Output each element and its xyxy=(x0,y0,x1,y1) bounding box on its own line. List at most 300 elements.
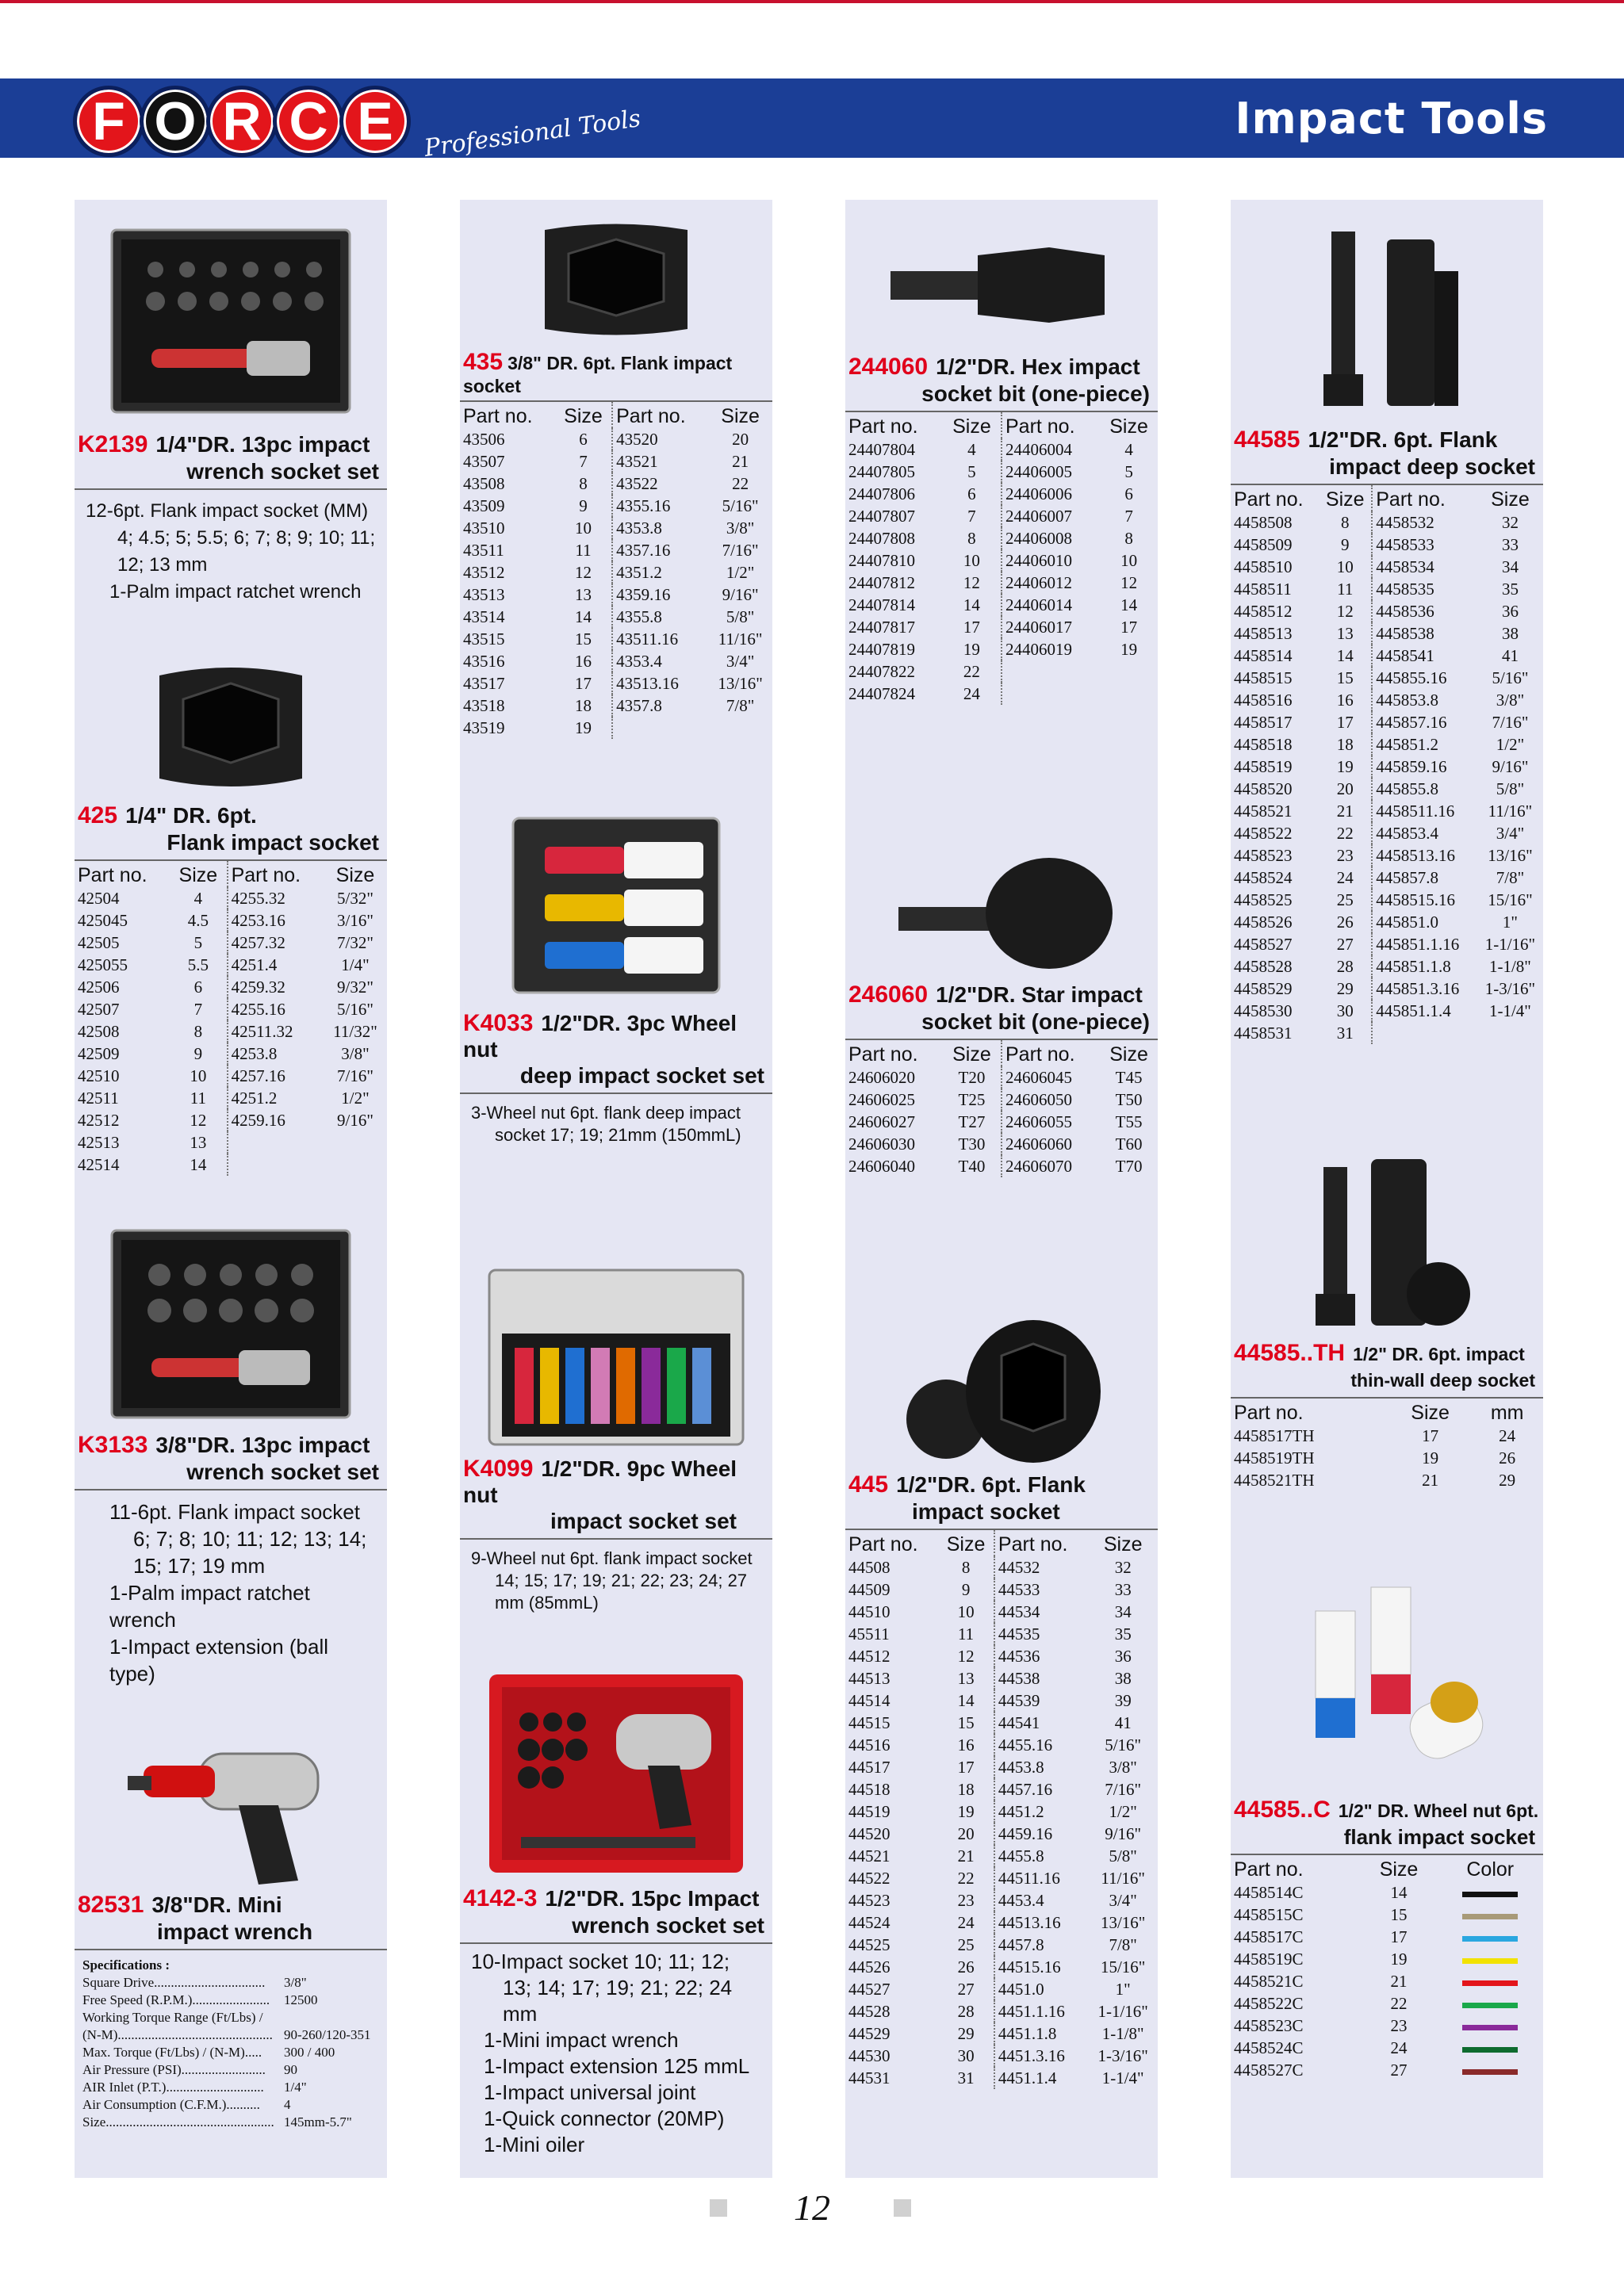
size-value: 23 xyxy=(1390,2016,1408,2035)
part-number: 44541 xyxy=(994,1712,1088,1734)
part-number: 45511 xyxy=(848,1624,890,1644)
size-value: 21 xyxy=(1422,1471,1439,1490)
table-row xyxy=(845,1934,1158,1956)
part-number: 44509 xyxy=(848,1580,891,1599)
table-row xyxy=(1231,534,1543,556)
size-value: 10 xyxy=(1120,551,1138,570)
part-number: 43510 xyxy=(463,519,505,538)
column-header-part: Part no. xyxy=(463,405,533,427)
size-value: 10 xyxy=(190,1066,207,1085)
size-value: 17 xyxy=(1120,618,1138,637)
part-number: 4458527 xyxy=(1234,935,1293,954)
part-number: 24407808 xyxy=(848,529,915,548)
product-44585th xyxy=(1231,1143,1543,1491)
table-row xyxy=(460,628,772,650)
impact-socket-image xyxy=(867,1308,1136,1467)
part-number: 43511 xyxy=(463,541,504,560)
part-number xyxy=(1372,1022,1477,1044)
size-value: 9 xyxy=(961,1580,971,1599)
column-header-part: Part no. xyxy=(1372,485,1477,511)
table-row xyxy=(75,887,387,909)
product-code: K4099 xyxy=(463,1456,534,1482)
part-number: 4451.3.16 xyxy=(994,2045,1088,2067)
part-number: 4458523 xyxy=(1234,846,1293,865)
column-header-size: Size xyxy=(946,1533,986,1556)
table-row xyxy=(845,1778,1158,1800)
part-number: 4458517TH xyxy=(1234,1426,1315,1445)
product-name-line2: wrench socket set xyxy=(572,1913,764,1938)
table-row xyxy=(460,428,772,450)
desc-line: mm (85mmL) xyxy=(495,1593,599,1613)
size-value: 39 xyxy=(1114,1691,1132,1710)
part-number: 4458522C xyxy=(1234,1994,1304,2013)
size-value: 11 xyxy=(575,541,592,560)
size-value: 36 xyxy=(1114,1647,1132,1666)
size-value: 18 xyxy=(574,696,592,715)
part-number: 4458525 xyxy=(1234,890,1293,909)
size-value: 41 xyxy=(1501,646,1519,665)
part-number: 24406005 xyxy=(1002,461,1100,483)
part-number: 24606060 xyxy=(1002,1133,1100,1155)
size-value: 17 xyxy=(574,674,592,693)
size-value: 1-3/16" xyxy=(1097,2046,1148,2065)
product-name-line2: socket bit (one-piece) xyxy=(921,381,1150,406)
part-number: 44513 xyxy=(848,1669,891,1688)
product-name: 1/2"DR. 15pc Impact xyxy=(545,1886,760,1911)
desc-line: 6; 7; 8; 10; 11; 12; 13; 14; xyxy=(133,1527,367,1551)
product-title xyxy=(460,349,772,402)
part-number: 4458511.16 xyxy=(1372,800,1477,822)
product-description xyxy=(75,1490,387,1695)
size-value: 1/2" xyxy=(726,563,755,582)
part-number: 24606030 xyxy=(848,1135,915,1154)
table-row xyxy=(460,539,772,561)
wheel-nut-socket-set-image xyxy=(473,1262,759,1452)
size-value: 14 xyxy=(1390,1883,1408,1902)
color-swatch xyxy=(1462,1980,1518,1986)
part-number: 42510 xyxy=(78,1066,120,1085)
product-name: 1/2"DR. Hex impact xyxy=(936,354,1140,379)
desc-line: 1-Palm impact ratchet wrench xyxy=(109,581,362,603)
size-value: 19 xyxy=(1120,640,1138,659)
size-value: 1-3/16" xyxy=(1484,979,1536,998)
color-cell xyxy=(1437,1992,1543,2015)
deep-socket-image xyxy=(1268,224,1506,414)
table-row xyxy=(845,2067,1158,2089)
table-row xyxy=(75,976,387,998)
size-value: 14 xyxy=(1120,595,1138,614)
column-header-part: Part no. xyxy=(612,402,708,428)
table-row xyxy=(75,1131,387,1154)
part-number: 4458523C xyxy=(1234,2016,1304,2035)
part-number: 4458510 xyxy=(1234,557,1293,576)
part-number: 4355.8 xyxy=(612,606,708,628)
column-header-part: Part no. xyxy=(848,1533,918,1556)
part-number: 445851.1.4 xyxy=(1372,1000,1477,1022)
product-name: 1/2"DR. 3pc Wheel nut xyxy=(463,1011,737,1062)
table-row xyxy=(845,572,1158,594)
spec-value: 4 xyxy=(284,2097,291,2112)
table-row xyxy=(75,1154,387,1176)
table-row xyxy=(845,527,1158,549)
product-k4099 xyxy=(460,1262,772,1622)
size-value: 1-1/8" xyxy=(1488,957,1531,976)
size-value: 5/16" xyxy=(1492,668,1529,687)
size-value: 13/16" xyxy=(1100,1913,1146,1932)
product-code: K2139 xyxy=(78,431,148,457)
part-number: 4451.1.4 xyxy=(994,2067,1088,2089)
table-row xyxy=(1231,1992,1543,2015)
product-description xyxy=(460,1540,772,1622)
spec-label: AIR Inlet (P.T.)............................. xyxy=(82,2080,264,2095)
part-number: 43513 xyxy=(463,585,505,604)
size-value: 10 xyxy=(963,551,980,570)
part-number: 44515.16 xyxy=(994,1956,1088,1978)
product-code: 435 xyxy=(463,349,504,375)
size-value: T45 xyxy=(1115,1068,1143,1087)
table-row xyxy=(75,1109,387,1131)
size-value: 14 xyxy=(190,1155,207,1174)
part-number: 4458531 xyxy=(1234,1024,1293,1043)
part-number: 44515 xyxy=(848,1713,891,1732)
part-number: 43516 xyxy=(463,652,505,671)
color-cell xyxy=(1437,2037,1543,2059)
size-value: 3/4" xyxy=(1496,824,1525,843)
color-swatch xyxy=(1462,1958,1518,1964)
table-row xyxy=(845,1601,1158,1623)
spec-row xyxy=(82,2044,379,2061)
part-number: 4357.16 xyxy=(612,539,708,561)
part-number: 43509 xyxy=(463,496,505,515)
product-82531 xyxy=(75,1730,387,2137)
table-row xyxy=(75,909,387,932)
part-table xyxy=(75,861,387,1176)
part-number: 4458518 xyxy=(1234,735,1293,754)
size-value: 26 xyxy=(1336,913,1354,932)
size-value: 7/32" xyxy=(337,933,373,952)
part-number: 44511.16 xyxy=(994,1867,1088,1889)
part-number: 44533 xyxy=(994,1578,1088,1601)
product-code: 44585..C xyxy=(1234,1797,1331,1823)
size-value: 11/16" xyxy=(1101,1869,1145,1888)
size-value: 5/8" xyxy=(726,607,755,626)
table-header-row xyxy=(1231,485,1543,511)
part-number: 43511.16 xyxy=(612,628,708,650)
size-value: 32 xyxy=(1501,513,1519,532)
size-value: 41 xyxy=(1114,1713,1132,1732)
table-row xyxy=(1231,578,1543,600)
table-row xyxy=(1231,933,1543,955)
top-rule xyxy=(0,0,1624,3)
product-code: 425 xyxy=(78,802,118,828)
size-value: 29 xyxy=(1336,979,1354,998)
part-number: 42505 xyxy=(78,933,120,952)
table-row xyxy=(845,1066,1158,1089)
size-value: 7 xyxy=(1124,507,1133,526)
wheel-nut-socket-image xyxy=(1268,1579,1506,1793)
size-value: 1/2" xyxy=(1496,735,1525,754)
size-value: 35 xyxy=(1501,580,1519,599)
part-number: 44513.16 xyxy=(994,1911,1088,1934)
color-swatch xyxy=(1462,1892,1518,1897)
spec-title: Specifications : xyxy=(82,1957,170,1973)
size-value: 9 xyxy=(193,1044,203,1063)
part-number: 4458533 xyxy=(1372,534,1477,556)
product-name: 1/2" DR. 6pt. impact xyxy=(1353,1344,1525,1364)
size-value: 14 xyxy=(1336,646,1354,665)
size-value: 4 xyxy=(967,440,976,459)
part-number: 24407807 xyxy=(848,507,915,526)
product-code: K3133 xyxy=(78,1432,148,1458)
wheel-nut-socket-set-image xyxy=(497,807,735,1005)
part-number: 4458528 xyxy=(1234,957,1293,976)
column-1 xyxy=(75,200,387,2178)
size-value: 20 xyxy=(1336,779,1354,798)
page-title: Impact Tools xyxy=(1235,94,1548,144)
table-row xyxy=(1231,844,1543,867)
part-number: 4458511 xyxy=(1234,580,1292,599)
size-value: 14 xyxy=(957,1691,975,1710)
size-value: 22 xyxy=(732,474,749,493)
spec-label: Air Pressure (PSI)......................... xyxy=(82,2062,266,2077)
impact-socket-image xyxy=(128,660,334,794)
table-row xyxy=(1231,2015,1543,2037)
part-number: 44525 xyxy=(848,1935,891,1954)
part-number: 4453.8 xyxy=(994,1756,1088,1778)
table-row xyxy=(1231,867,1543,889)
spec-row xyxy=(82,1992,379,2009)
spec-label: Square Drive................................. xyxy=(82,1975,266,1990)
part-number: 42511.32 xyxy=(228,1020,324,1043)
desc-line: 4; 4.5; 5; 5.5; 6; 7; 8; 9; 10; 11; xyxy=(117,527,376,549)
size-value: 9 xyxy=(579,496,588,515)
table-row xyxy=(1231,889,1543,911)
part-number: 4458520 xyxy=(1234,779,1293,798)
product-k4033 xyxy=(460,807,772,1154)
desc-line: 15; 17; 19 mm xyxy=(133,1554,266,1578)
part-number: 24406012 xyxy=(1002,572,1100,594)
table-row xyxy=(75,1043,387,1065)
product-title xyxy=(460,1010,772,1094)
product-name-line2: impact socket set xyxy=(550,1509,737,1533)
column-header-size: Size xyxy=(952,415,991,438)
part-number: 4458516 xyxy=(1234,691,1293,710)
size-value: 4.5 xyxy=(187,911,209,930)
part-number: 44510 xyxy=(848,1602,891,1621)
table-row xyxy=(845,1133,1158,1155)
part-number: 42509 xyxy=(78,1044,120,1063)
hex-bit-socket-image xyxy=(867,224,1136,335)
table-row xyxy=(1231,955,1543,978)
size-value: 35 xyxy=(1114,1624,1132,1644)
product-name-line2: wrench socket set xyxy=(186,1460,379,1484)
size-value: 17 xyxy=(963,618,980,637)
column-header-part: Part no. xyxy=(1234,488,1304,511)
size-value: 13/16" xyxy=(1488,846,1533,865)
size-value: 22 xyxy=(1390,1994,1408,2013)
size-value: 28 xyxy=(957,2002,975,2021)
column-header-part: Part no. xyxy=(1002,1040,1100,1066)
size-value: 31 xyxy=(1336,1024,1354,1043)
size-value: 15 xyxy=(1336,668,1354,687)
part-number: 44524 xyxy=(848,1913,891,1932)
size-value: 5 xyxy=(967,462,976,481)
part-table xyxy=(1231,1399,1543,1491)
table-row xyxy=(845,1756,1158,1778)
table-row xyxy=(845,1823,1158,1845)
part-number: 44521 xyxy=(848,1846,891,1866)
size-value: 9/16" xyxy=(337,1111,373,1130)
desc-line: 1-Palm impact ratchet wrench xyxy=(109,1581,310,1632)
spec-row xyxy=(82,2079,379,2096)
product-code: 445 xyxy=(848,1471,889,1498)
part-number: 24407822 xyxy=(848,662,915,681)
color-cell xyxy=(1437,1970,1543,1992)
part-number: 4458529 xyxy=(1234,979,1293,998)
part-number: 4458522 xyxy=(1234,824,1293,843)
product-4142-3 xyxy=(460,1667,772,2166)
part-table xyxy=(845,412,1158,705)
size-value: 31 xyxy=(957,2068,975,2087)
part-number: 44522 xyxy=(848,1869,891,1888)
part-number: 44535 xyxy=(994,1623,1088,1645)
part-number: 425045 xyxy=(78,911,128,930)
column-header-size: Size xyxy=(1491,488,1530,511)
table-row xyxy=(845,2000,1158,2022)
column-3 xyxy=(845,200,1158,2178)
socket-set-case-image xyxy=(96,1219,366,1425)
spec-row xyxy=(82,2114,379,2131)
part-number: 4251.2 xyxy=(228,1087,324,1109)
size-value: 8 xyxy=(1124,529,1133,548)
size-value: 5/16" xyxy=(1105,1735,1142,1755)
size-value: 5 xyxy=(193,933,203,952)
spec-list xyxy=(75,1950,387,2137)
size-value: 6 xyxy=(967,484,976,503)
part-number: 43514 xyxy=(463,607,505,626)
table-row xyxy=(1231,1000,1543,1022)
part-number: 4451.0 xyxy=(994,1978,1088,2000)
part-number: 42511 xyxy=(78,1089,119,1108)
table-row xyxy=(845,2022,1158,2045)
part-number: 4458524C xyxy=(1234,2038,1304,2057)
column-header-size: Size xyxy=(178,864,218,886)
part-number: 44519 xyxy=(848,1802,891,1821)
part-number: 4453.4 xyxy=(994,1889,1088,1911)
part-table xyxy=(1231,1855,1543,2081)
part-number: 4458524 xyxy=(1234,868,1293,887)
part-number: 4457.8 xyxy=(994,1934,1088,1956)
size-value: 3/8" xyxy=(1109,1758,1137,1777)
part-number: 24407804 xyxy=(848,440,915,459)
size-value: 24 xyxy=(963,684,980,703)
part-number: 42512 xyxy=(78,1111,120,1130)
table-row xyxy=(1231,822,1543,844)
thin-wall-deep-socket-image xyxy=(1268,1143,1506,1334)
size-value: 36 xyxy=(1501,602,1519,621)
product-name-line2: thin-wall deep socket xyxy=(1350,1370,1535,1391)
desc-line: 13; 14; 17; 19; 21; 22; 24 mm xyxy=(503,1976,733,2026)
part-table xyxy=(1231,485,1543,1044)
table-row xyxy=(460,606,772,628)
part-number: 4458535 xyxy=(1372,578,1477,600)
size-value: 19 xyxy=(574,718,592,737)
part-number: 445853.4 xyxy=(1372,822,1477,844)
size-value: 3/16" xyxy=(337,911,373,930)
product-description xyxy=(75,490,387,614)
size-value: 38 xyxy=(1114,1669,1132,1688)
part-number: 4458527C xyxy=(1234,2061,1304,2080)
table-row xyxy=(460,717,772,739)
column-header-color: Color xyxy=(1466,1858,1515,1881)
column-header-part: Part no. xyxy=(1002,412,1100,438)
part-number: 4455.16 xyxy=(994,1734,1088,1756)
size-value: 16 xyxy=(1336,691,1354,710)
part-number: 4458526 xyxy=(1234,913,1293,932)
table-row xyxy=(1231,1926,1543,1948)
color-swatch xyxy=(1462,2047,1518,2053)
part-number xyxy=(1002,683,1100,705)
product-title xyxy=(1231,1797,1543,1855)
part-number: 44514 xyxy=(848,1691,891,1710)
part-number: 4458515C xyxy=(1234,1905,1304,1924)
table-row xyxy=(1231,756,1543,778)
size-value: 12 xyxy=(190,1111,207,1130)
table-row xyxy=(1231,2037,1543,2059)
part-number: 43522 xyxy=(612,473,708,495)
part-number: 445855.16 xyxy=(1372,667,1477,689)
part-number: 43520 xyxy=(612,428,708,450)
size-value xyxy=(324,1131,387,1154)
part-number: 43508 xyxy=(463,474,505,493)
table-row xyxy=(1231,978,1543,1000)
product-name: 3/8" DR. 6pt. Flank impact socket xyxy=(463,353,733,396)
size-value: 9/16" xyxy=(1492,757,1529,776)
product-title xyxy=(1231,1340,1543,1399)
color-swatch xyxy=(1462,1936,1518,1942)
part-number: 4458538 xyxy=(1372,622,1477,645)
part-number: 24606055 xyxy=(1002,1111,1100,1133)
size-value: 1/2" xyxy=(1109,1802,1137,1821)
part-number: 24406014 xyxy=(1002,594,1100,616)
size-value: 28 xyxy=(1336,957,1354,976)
desc-line: 12; 13 mm xyxy=(117,554,208,576)
part-number: 445857.8 xyxy=(1372,867,1477,889)
size-value: 7 xyxy=(193,1000,203,1019)
table-row xyxy=(845,549,1158,572)
part-number: 24407817 xyxy=(848,618,915,637)
size-value: 1/2" xyxy=(341,1089,370,1108)
part-number: 445851.3.16 xyxy=(1372,978,1477,1000)
product-title xyxy=(75,431,387,490)
part-number: 445851.1.16 xyxy=(1372,933,1477,955)
part-number: 42504 xyxy=(78,889,120,908)
size-value: T50 xyxy=(1115,1090,1143,1109)
size-value: 21 xyxy=(1336,802,1354,821)
product-name: 1/2"DR. 6pt. Flank xyxy=(1308,427,1498,452)
product-title xyxy=(1231,427,1543,485)
part-number: 4458508 xyxy=(1234,513,1293,532)
desc-line: 1-Impact extension 125 mmL xyxy=(484,2054,750,2078)
part-number: 43513.16 xyxy=(612,672,708,695)
size-value: 22 xyxy=(963,662,980,681)
table-row xyxy=(75,998,387,1020)
column-header-part: Part no. xyxy=(848,415,918,438)
part-number: 44534 xyxy=(994,1601,1088,1623)
size-value: 15 xyxy=(574,629,592,649)
size-value: 8 xyxy=(579,474,588,493)
size-value: 17 xyxy=(957,1758,975,1777)
